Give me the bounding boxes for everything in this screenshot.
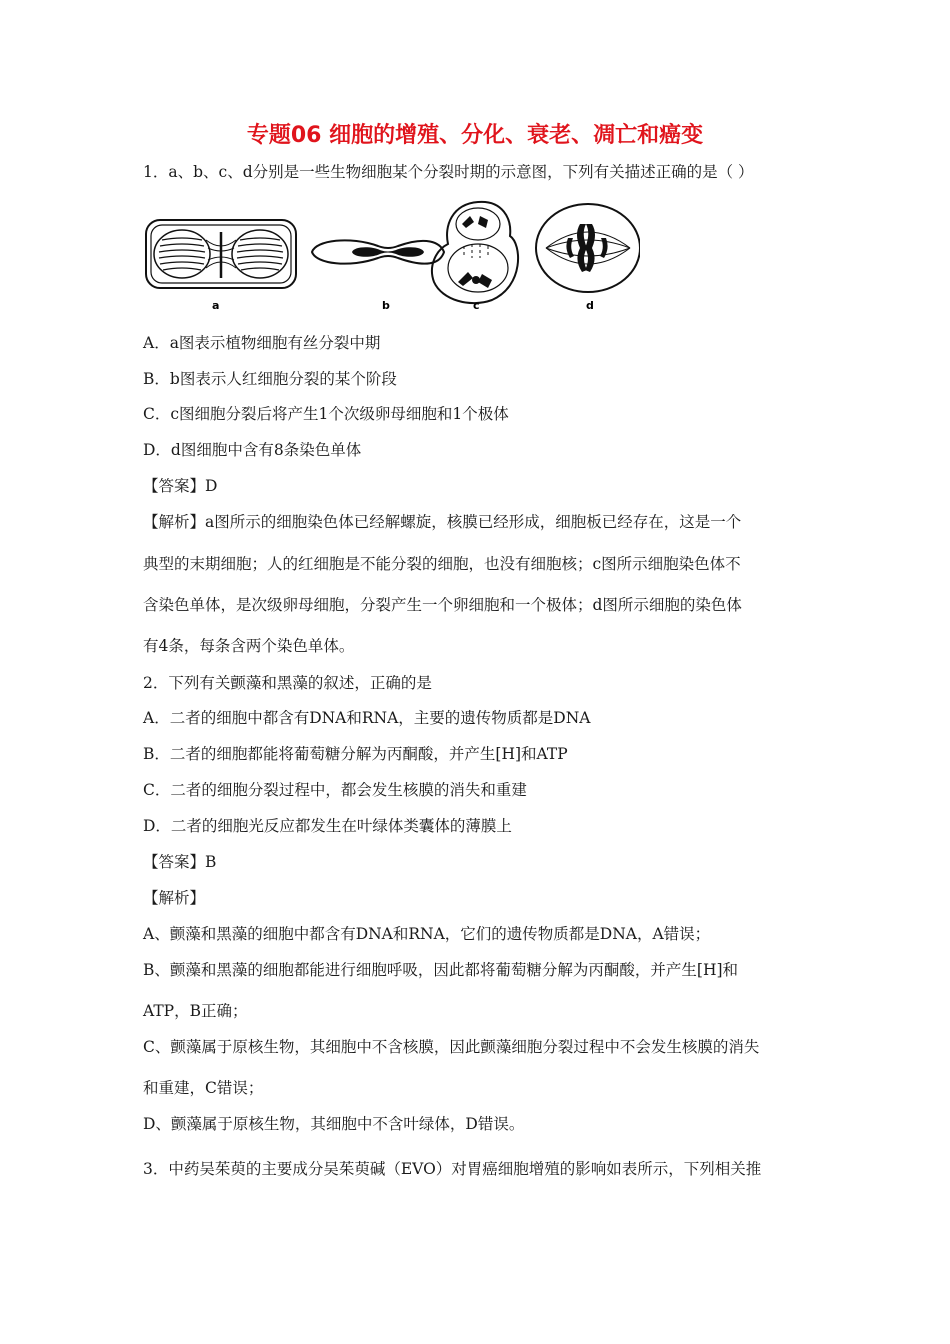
q1-analysis-line: 含染色单体，是次级卵母细胞，分裂产生一个卵细胞和一个极体；d图所示细胞的染色体 (143, 596, 742, 614)
figure-label-a: a (212, 299, 220, 312)
q1-option-c: C．c图细胞分裂后将产生1个次级卵母细胞和1个极体 (143, 405, 509, 423)
q1-option-b: B．b图表示人红细胞分裂的某个阶段 (143, 370, 397, 388)
q1-stem: 1．a、b、c、d分别是一些生物细胞某个分裂时期的示意图，下列有关描述正确的是（ ） (143, 163, 754, 181)
cell-b-diagram (312, 240, 444, 263)
q3-stem: 3．中药吴茱萸的主要成分吴茱萸碱（EVO）对胃癌细胞增殖的影响如表所示，下列相关推 (143, 1160, 762, 1178)
figure-label-c: c (473, 299, 480, 312)
cell-a-diagram (146, 220, 296, 288)
q2-answer: 【答案】B (143, 853, 217, 871)
q2-analysis-line: A、颤藻和黑藻的细胞中都含有DNA和RNA，它们的遗传物质都是DNA，A错误； (143, 925, 711, 943)
cell-d-diagram (536, 204, 640, 292)
figure-label-b: b (382, 299, 390, 312)
q1-option-d: D．d图细胞中含有8条染色单体 (143, 441, 362, 459)
q2-analysis-line: D、颤藻属于原核生物，其细胞中不含叶绿体，D错误。 (143, 1115, 525, 1133)
q1-analysis-line: 有4条，每条含两个染色单体。 (143, 637, 355, 655)
q2-analysis-line: B、颤藻和黑藻的细胞都能进行细胞呼吸，因此都将葡萄糖分解为丙酮酸，并产生[H]和 (143, 961, 739, 979)
page-title: 专题06 细胞的增殖、分化、衰老、凋亡和癌变 (246, 123, 704, 148)
q2-stem: 2．下列有关颤藻和黑藻的叙述，正确的是 (143, 674, 432, 692)
figure-label-d: d (586, 299, 594, 312)
q2-analysis-line: C、颤藻属于原核生物，其细胞中不含核膜，因此颤藻细胞分裂过程中不会发生核膜的消失 (143, 1038, 760, 1056)
q2-option-b: B．二者的细胞都能将葡萄糖分解为丙酮酸，并产生[H]和ATP (143, 745, 568, 763)
q1-analysis-line: 典型的末期细胞；人的红细胞是不能分裂的细胞，也没有细胞核；c图所示细胞染色体不 (143, 555, 741, 573)
q2-option-c: C．二者的细胞分裂过程中，都会发生核膜的消失和重建 (143, 781, 527, 799)
cell-division-diagram (140, 196, 640, 316)
q1-option-a: A．a图表示植物细胞有丝分裂中期 (143, 334, 381, 352)
q2-analysis-line: 和重建，C错误； (143, 1079, 264, 1097)
q2-analysis-head: 【解析】 (143, 889, 206, 907)
q1-analysis-line: 【解析】a图所示的细胞染色体已经解螺旋，核膜已经形成，细胞板已经存在，这是一个 (143, 513, 742, 531)
q2-analysis-line: ATP，B正确； (143, 1002, 248, 1020)
cell-division-figure (140, 196, 640, 316)
q1-answer: 【答案】D (143, 477, 218, 495)
q2-option-d: D．二者的细胞光反应都发生在叶绿体类囊体的薄膜上 (143, 817, 512, 835)
q2-option-a: A．二者的细胞中都含有DNA和RNA，主要的遗传物质都是DNA (143, 709, 591, 727)
